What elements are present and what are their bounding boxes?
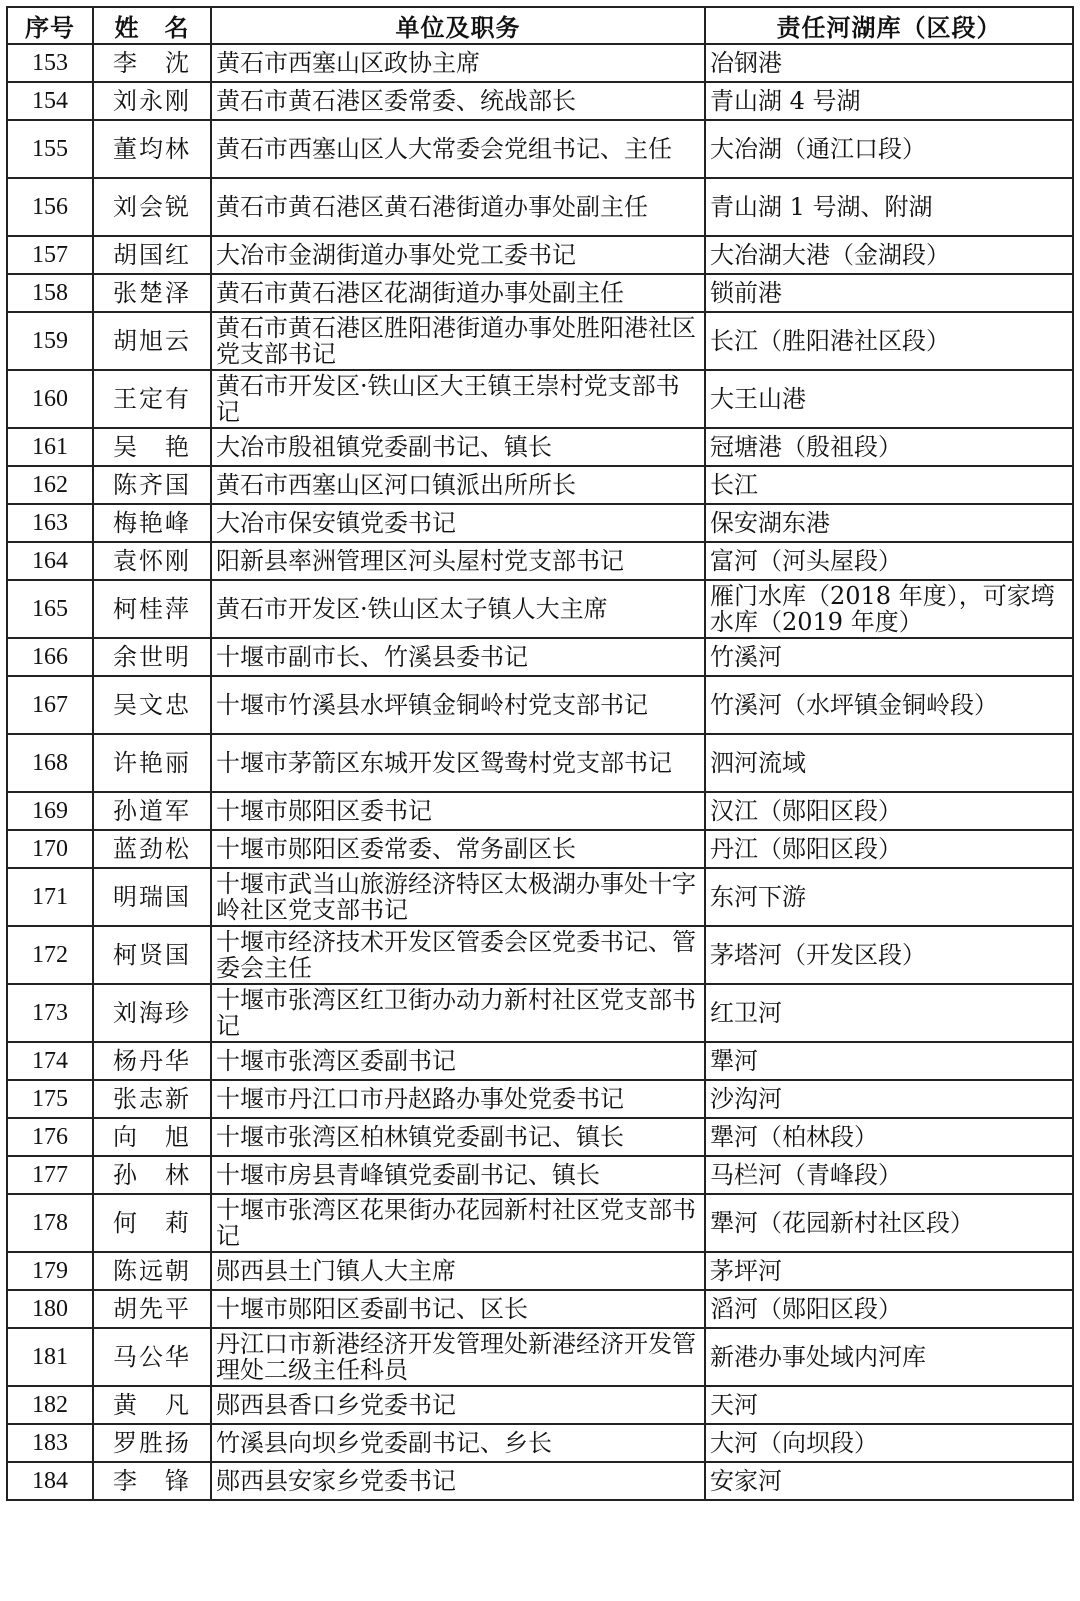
cell-name: 何 莉: [93, 1194, 211, 1252]
table-row: [7, 926, 1073, 984]
cell-num: 179: [7, 1252, 93, 1290]
header-river: 责任河湖库（区段）: [705, 7, 1073, 44]
cell-river: 大冶湖大港（金湖段）: [705, 236, 1073, 274]
cell-river: 青山湖 4 号湖: [705, 82, 1073, 120]
cell-num: 176: [7, 1118, 93, 1156]
cell-name: 刘永刚: [93, 82, 211, 120]
cell-river: 大冶湖（通江口段）: [705, 120, 1073, 178]
cell-num: 181: [7, 1328, 93, 1386]
table-row: [7, 1386, 1073, 1424]
cell-river: 东河下游: [705, 868, 1073, 926]
cell-name: 柯桂萍: [93, 580, 211, 638]
cell-name: 张楚泽: [93, 274, 211, 312]
cell-river: 犟河: [705, 1042, 1073, 1080]
table-row: [7, 1252, 1073, 1290]
cell-num: 183: [7, 1424, 93, 1462]
cell-name: 李 沈: [93, 44, 211, 82]
table-header-row: [7, 7, 1073, 44]
cell-name: 胡先平: [93, 1290, 211, 1328]
table-row: [7, 370, 1073, 428]
cell-unit: 十堰市房县青峰镇党委副书记、镇长: [211, 1156, 705, 1194]
cell-num: 167: [7, 676, 93, 734]
cell-unit: 十堰市张湾区柏林镇党委副书记、镇长: [211, 1118, 705, 1156]
cell-river: 竹溪河（水坪镇金铜岭段）: [705, 676, 1073, 734]
cell-num: 173: [7, 984, 93, 1042]
cell-name: 罗胜扬: [93, 1424, 211, 1462]
cell-name: 袁怀刚: [93, 542, 211, 580]
cell-unit: 十堰市郧阳区委常委、常务副区长: [211, 830, 705, 868]
table-row: [7, 542, 1073, 580]
cell-unit: 郧西县安家乡党委书记: [211, 1462, 705, 1500]
cell-unit: 黄石市开发区·铁山区大王镇王崇村党支部书记: [211, 370, 705, 428]
cell-unit: 十堰市郧阳区委副书记、区长: [211, 1290, 705, 1328]
cell-num: 168: [7, 734, 93, 792]
cell-name: 董均林: [93, 120, 211, 178]
river-chief-table: [6, 6, 1074, 1501]
cell-unit: 十堰市张湾区花果街办花园新村社区党支部书记: [211, 1194, 705, 1252]
cell-num: 184: [7, 1462, 93, 1500]
cell-num: 158: [7, 274, 93, 312]
cell-name: 向 旭: [93, 1118, 211, 1156]
cell-unit: 阳新县率洲管理区河头屋村党支部书记: [211, 542, 705, 580]
cell-river: 竹溪河: [705, 638, 1073, 676]
table-row: [7, 1462, 1073, 1500]
cell-river: 汉江（郧阳区段）: [705, 792, 1073, 830]
cell-unit: 黄石市黄石港区花湖街道办事处副主任: [211, 274, 705, 312]
cell-unit: 黄石市开发区·铁山区太子镇人大主席: [211, 580, 705, 638]
cell-name: 梅艳峰: [93, 504, 211, 542]
cell-num: 157: [7, 236, 93, 274]
cell-num: 156: [7, 178, 93, 236]
table-row: [7, 580, 1073, 638]
cell-river: 马栏河（青峰段）: [705, 1156, 1073, 1194]
cell-name: 余世明: [93, 638, 211, 676]
cell-river: 大王山港: [705, 370, 1073, 428]
cell-name: 胡旭云: [93, 312, 211, 370]
table-row: [7, 830, 1073, 868]
cell-name: 陈远朝: [93, 1252, 211, 1290]
cell-river: 保安湖东港: [705, 504, 1073, 542]
cell-num: 182: [7, 1386, 93, 1424]
cell-river: 安家河: [705, 1462, 1073, 1500]
cell-river: 大河（向坝段）: [705, 1424, 1073, 1462]
table-row: [7, 44, 1073, 82]
cell-name: 许艳丽: [93, 734, 211, 792]
cell-num: 163: [7, 504, 93, 542]
cell-name: 孙道军: [93, 792, 211, 830]
cell-name: 胡国红: [93, 236, 211, 274]
cell-num: 159: [7, 312, 93, 370]
cell-unit: 大冶市保安镇党委书记: [211, 504, 705, 542]
cell-unit: 十堰市丹江口市丹赵路办事处党委书记: [211, 1080, 705, 1118]
table-row: [7, 1042, 1073, 1080]
cell-name: 蓝劲松: [93, 830, 211, 868]
cell-unit: 大冶市殷祖镇党委副书记、镇长: [211, 428, 705, 466]
table-row: [7, 1290, 1073, 1328]
table-row: [7, 466, 1073, 504]
cell-name: 刘会锐: [93, 178, 211, 236]
cell-river: 锁前港: [705, 274, 1073, 312]
header-name: 姓 名: [93, 7, 211, 44]
table-row: [7, 178, 1073, 236]
cell-num: 162: [7, 466, 93, 504]
table-row: [7, 1424, 1073, 1462]
table-row: [7, 792, 1073, 830]
cell-name: 柯贤国: [93, 926, 211, 984]
table-row: [7, 504, 1073, 542]
cell-river: 茅坪河: [705, 1252, 1073, 1290]
cell-river: 长江: [705, 466, 1073, 504]
table-row: [7, 638, 1073, 676]
table-row: [7, 428, 1073, 466]
table-row: [7, 236, 1073, 274]
cell-name: 吴 艳: [93, 428, 211, 466]
cell-name: 李 锋: [93, 1462, 211, 1500]
cell-name: 吴文忠: [93, 676, 211, 734]
cell-num: 153: [7, 44, 93, 82]
table-row: [7, 984, 1073, 1042]
table-row: [7, 676, 1073, 734]
cell-num: 172: [7, 926, 93, 984]
cell-river: 红卫河: [705, 984, 1073, 1042]
table-row: [7, 82, 1073, 120]
cell-river: 雁门水库（2018 年度），可家塆水库（2019 年度）: [705, 580, 1073, 638]
cell-unit: 十堰市张湾区红卫街办动力新村社区党支部书记: [211, 984, 705, 1042]
cell-num: 169: [7, 792, 93, 830]
cell-num: 161: [7, 428, 93, 466]
cell-unit: 十堰市武当山旅游经济特区太极湖办事处十字岭社区党支部书记: [211, 868, 705, 926]
cell-num: 170: [7, 830, 93, 868]
cell-river: 冶钢港: [705, 44, 1073, 82]
cell-num: 164: [7, 542, 93, 580]
cell-name: 杨丹华: [93, 1042, 211, 1080]
cell-name: 刘海珍: [93, 984, 211, 1042]
table-row: [7, 1194, 1073, 1252]
cell-num: 155: [7, 120, 93, 178]
cell-num: 174: [7, 1042, 93, 1080]
cell-num: 160: [7, 370, 93, 428]
cell-river: 青山湖 1 号湖、附湖: [705, 178, 1073, 236]
table-row: [7, 1118, 1073, 1156]
table-body: [7, 44, 1073, 1500]
cell-num: 177: [7, 1156, 93, 1194]
cell-unit: 黄石市西塞山区人大常委会党组书记、主任: [211, 120, 705, 178]
cell-unit: 十堰市竹溪县水坪镇金铜岭村党支部书记: [211, 676, 705, 734]
cell-river: 泗河流域: [705, 734, 1073, 792]
table-row: [7, 734, 1073, 792]
cell-unit: 黄石市西塞山区河口镇派出所所长: [211, 466, 705, 504]
cell-unit: 十堰市经济技术开发区管委会区党委书记、管委会主任: [211, 926, 705, 984]
cell-river: 犟河（花园新村社区段）: [705, 1194, 1073, 1252]
cell-unit: 十堰市张湾区委副书记: [211, 1042, 705, 1080]
header-unit: 单位及职务: [211, 7, 705, 44]
cell-name: 张志新: [93, 1080, 211, 1118]
cell-unit: 丹江口市新港经济开发管理处新港经济开发管理处二级主任科员: [211, 1328, 705, 1386]
cell-river: 沙沟河: [705, 1080, 1073, 1118]
cell-river: 滔河（郧阳区段）: [705, 1290, 1073, 1328]
cell-river: 犟河（柏林段）: [705, 1118, 1073, 1156]
cell-unit: 十堰市郧阳区委书记: [211, 792, 705, 830]
header-num: 序号: [7, 7, 93, 44]
cell-unit: 郧西县香口乡党委书记: [211, 1386, 705, 1424]
cell-num: 165: [7, 580, 93, 638]
cell-name: 明瑞国: [93, 868, 211, 926]
cell-river: 新港办事处域内河库: [705, 1328, 1073, 1386]
cell-unit: 黄石市黄石港区委常委、统战部长: [211, 82, 705, 120]
cell-num: 166: [7, 638, 93, 676]
cell-unit: 黄石市黄石港区黄石港街道办事处副主任: [211, 178, 705, 236]
cell-name: 孙 林: [93, 1156, 211, 1194]
cell-name: 陈齐国: [93, 466, 211, 504]
cell-unit: 大冶市金湖街道办事处党工委书记: [211, 236, 705, 274]
cell-river: 富河（河头屋段）: [705, 542, 1073, 580]
cell-unit: 黄石市黄石港区胜阳港街道办事处胜阳港社区党支部书记: [211, 312, 705, 370]
cell-unit: 竹溪县向坝乡党委副书记、乡长: [211, 1424, 705, 1462]
table-row: [7, 1080, 1073, 1118]
cell-river: 茅塔河（开发区段）: [705, 926, 1073, 984]
cell-name: 马公华: [93, 1328, 211, 1386]
table-row: [7, 1156, 1073, 1194]
table-row: [7, 312, 1073, 370]
cell-river: 天河: [705, 1386, 1073, 1424]
cell-name: 黄 凡: [93, 1386, 211, 1424]
table-row: [7, 274, 1073, 312]
cell-unit: 十堰市副市长、竹溪县委书记: [211, 638, 705, 676]
cell-num: 178: [7, 1194, 93, 1252]
table-row: [7, 1328, 1073, 1386]
cell-river: 冠塘港（殷祖段）: [705, 428, 1073, 466]
cell-river: 丹江（郧阳区段）: [705, 830, 1073, 868]
cell-num: 154: [7, 82, 93, 120]
cell-num: 171: [7, 868, 93, 926]
cell-num: 180: [7, 1290, 93, 1328]
table-row: [7, 120, 1073, 178]
table-row: [7, 868, 1073, 926]
cell-unit: 十堰市茅箭区东城开发区鸳鸯村党支部书记: [211, 734, 705, 792]
cell-unit: 黄石市西塞山区政协主席: [211, 44, 705, 82]
cell-num: 175: [7, 1080, 93, 1118]
cell-unit: 郧西县土门镇人大主席: [211, 1252, 705, 1290]
cell-name: 王定有: [93, 370, 211, 428]
cell-river: 长江（胜阳港社区段）: [705, 312, 1073, 370]
